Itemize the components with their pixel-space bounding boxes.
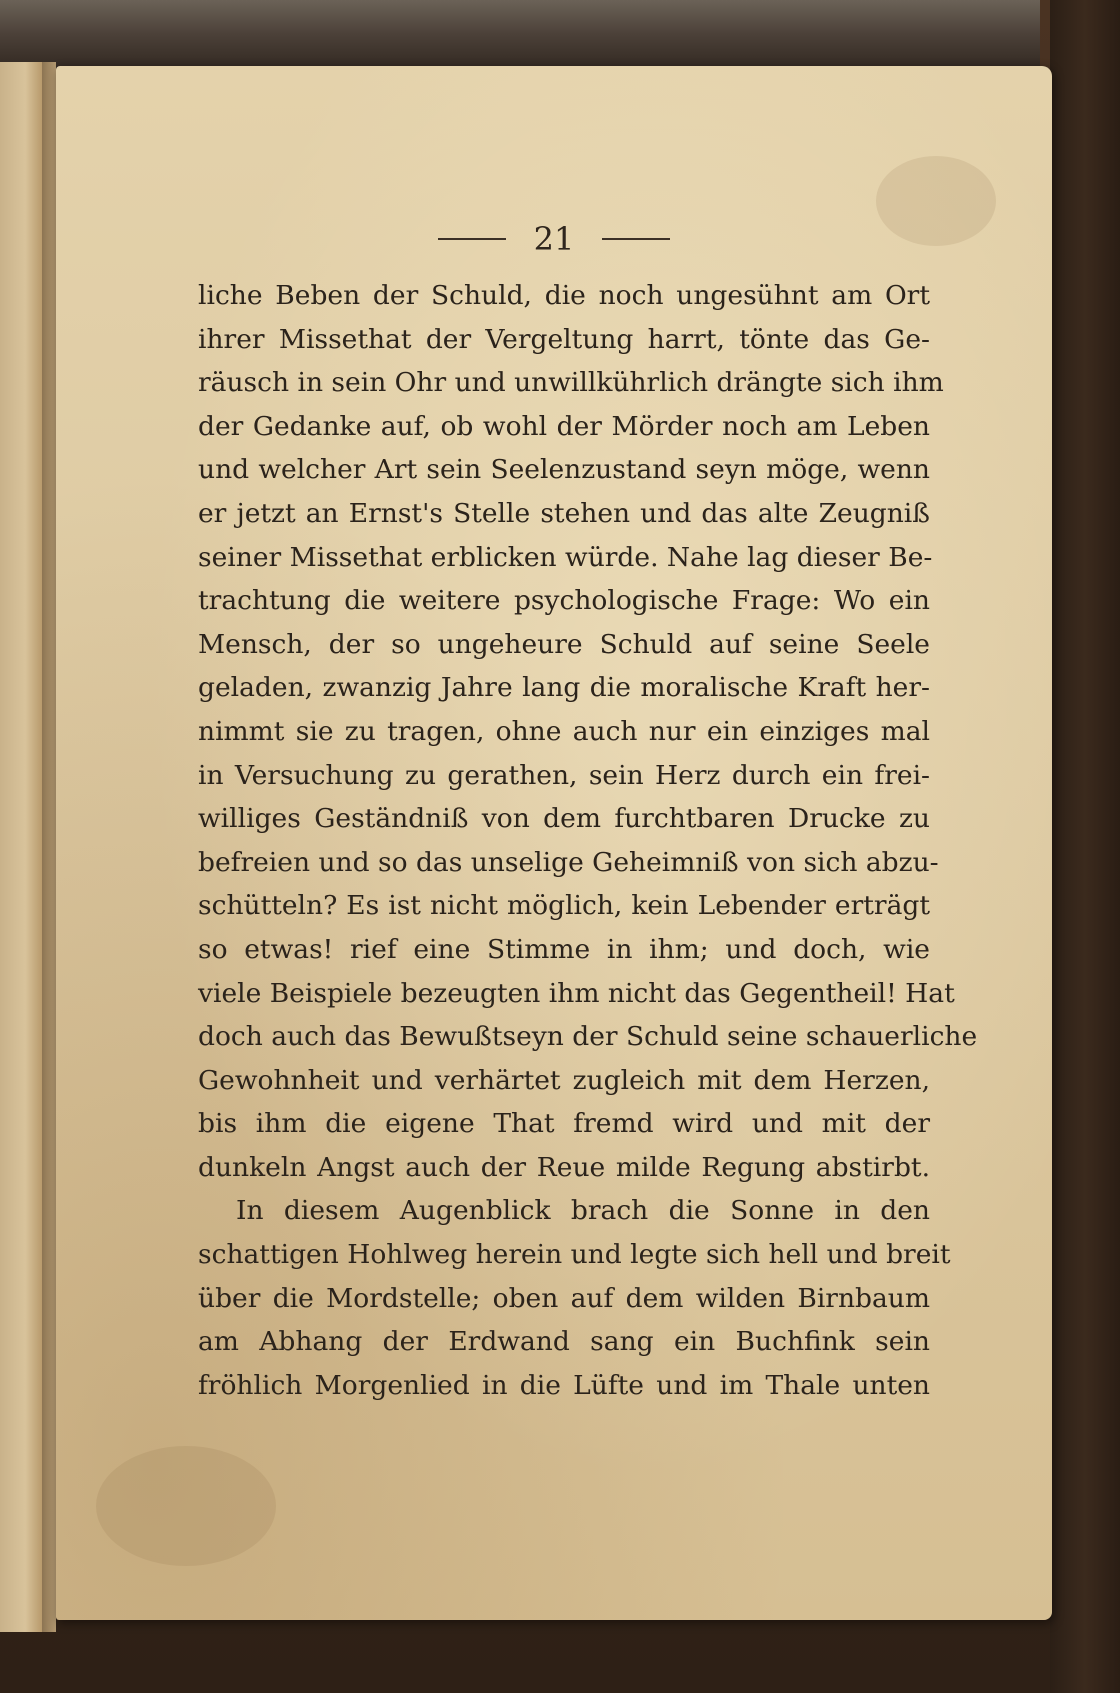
text-line: in Versuchung zu gerathen, sein Herz durch ein frei- (198, 759, 930, 791)
header-rule-left (438, 238, 506, 240)
text-line: ihrer Missethat der Vergeltung harrt, tönte das Ge- (198, 323, 930, 355)
page-header (56, 220, 1052, 258)
text-line: williges Geständniß von dem furchtbaren Drucke zu (198, 803, 930, 835)
book-gutter (42, 62, 56, 1632)
text-line: er jetzt an Ernst's Stelle stehen und das alte Zeugniß (198, 497, 930, 529)
text-line: dunkeln Angst auch der Reue milde Regung abstirbt. (198, 1151, 930, 1183)
book-cover-edge-right (1050, 0, 1120, 1693)
text-line: über die Mordstelle; oben auf dem wilden Birnbaum (198, 1282, 930, 1314)
text-line: schütteln? Es ist nicht möglich, kein Lebender erträgt (198, 890, 930, 922)
text-line: doch auch das Bewußtseyn der Schuld seine schauerliche (198, 1021, 978, 1053)
text-line: so etwas! rief eine Stimme in ihm; und doch, wie (198, 933, 930, 965)
page-number: 21 (533, 220, 575, 258)
text-line: bis ihm die eigene That fremd wird und mit der (198, 1108, 930, 1140)
text-line: Mensch, der so ungeheure Schuld auf seine Seele (198, 628, 930, 660)
text-line: trachtung die weitere psychologische Frage: Wo ein (198, 585, 930, 617)
text-line: am Abhang der Erdwand sang ein Buchfink sein (198, 1326, 930, 1358)
facing-page-edge (0, 62, 44, 1632)
paper-stain (96, 1446, 276, 1566)
text-line: nimmt sie zu tragen, ohne auch nur ein einziges mal (198, 715, 930, 747)
text-line: Gewohnheit und verhärtet zugleich mit dem Herzen, (198, 1064, 930, 1096)
text-line: befreien und so das unselige Geheimniß von sich abzu- (198, 846, 939, 878)
book-page (56, 66, 1052, 1620)
text-line: und welcher Art sein Seelenzustand seyn möge, wenn (198, 454, 930, 486)
text-line: fröhlich Morgenlied in die Lüfte und im Thale unten (198, 1369, 930, 1401)
text-line: seiner Missethat erblicken würde. Nahe lag dieser Be- (198, 541, 933, 573)
text-line: viele Beispiele bezeugten ihm nicht das Gegentheil! Hat (198, 977, 955, 1009)
text-line: liche Beben der Schuld, die noch ungesühnt am Ort (198, 280, 930, 311)
text-line: In diesem Augenblick brach die Sonne in den (236, 1195, 930, 1227)
text-line: räusch in sein Ohr und unwillkührlich drängte sich ihm (198, 367, 944, 399)
text-line: schattigen Hohlweg herein und legte sich hell und breit (198, 1239, 951, 1271)
text-line: der Gedanke auf, ob wohl der Mörder noch am Leben (198, 410, 930, 442)
text-line: geladen, zwanzig Jahre lang die moralische Kraft her- (198, 672, 930, 704)
header-rule-right (602, 238, 670, 240)
body-text (198, 274, 978, 1407)
